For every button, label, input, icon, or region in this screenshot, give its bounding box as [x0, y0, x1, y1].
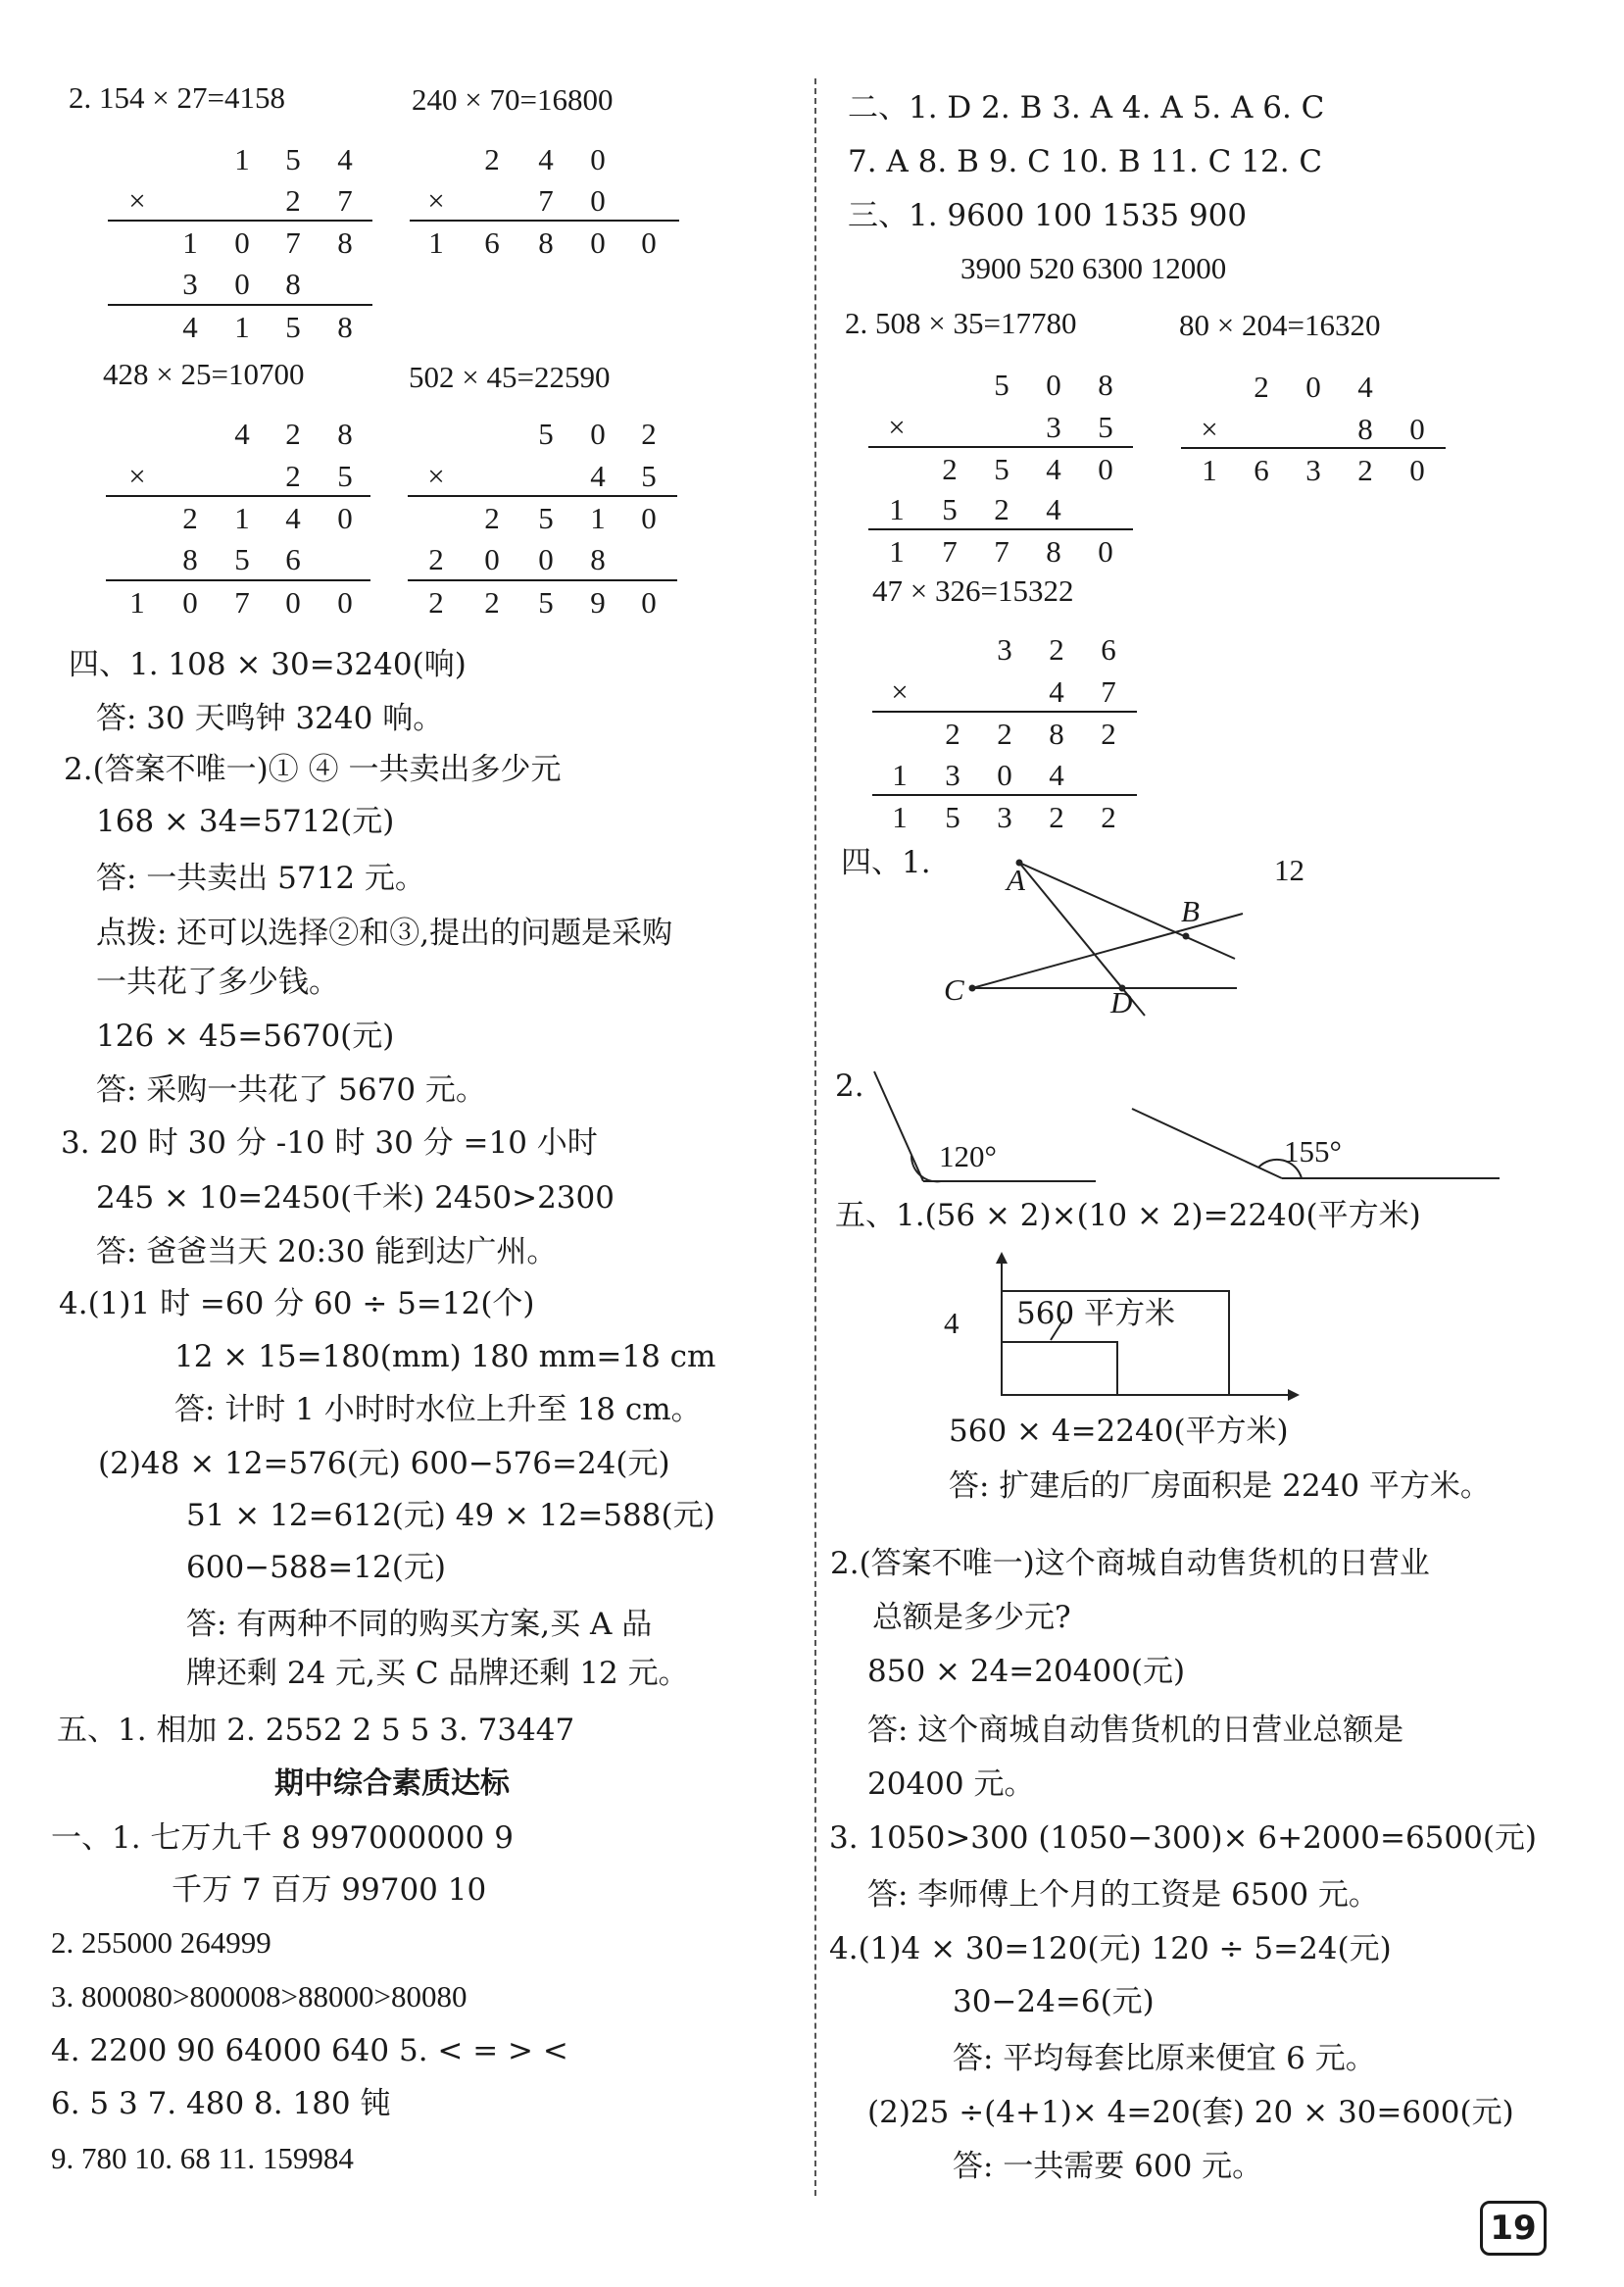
digit: 3 — [1046, 410, 1061, 444]
digit: 6 — [285, 542, 301, 576]
digit: 7 — [337, 183, 353, 218]
tip-line: 点拨: 还可以选择②和③,提出的问题是采购 — [96, 916, 673, 951]
digit: 2 — [1254, 370, 1269, 404]
digit: 2 — [484, 501, 500, 535]
digit: 2 — [1101, 800, 1116, 834]
digit: 1 — [1202, 453, 1217, 487]
equation-line: 51 × 12=612(元) 49 × 12=588(元) — [186, 1498, 715, 1533]
times-sign: × — [427, 183, 445, 218]
digit: 0 — [1409, 412, 1425, 446]
mid-q3: 3. 800080>800008>88000>80080 — [51, 1979, 468, 2014]
equation-line: 126 × 45=5670(元) — [96, 1019, 395, 1054]
digit: 2 — [1357, 453, 1373, 487]
digit: 4 — [285, 501, 301, 535]
section-5-q2: 2.(答案不唯一)这个商城自动售货机的日营业 — [830, 1546, 1430, 1581]
label-four: 4 — [944, 1306, 960, 1340]
count-value: 12 — [1274, 853, 1304, 887]
section-4-q2-label: 2. — [835, 1069, 864, 1104]
section-4-q1: 四、1. 108 × 30=3240(响) — [69, 647, 467, 682]
digit: 4 — [337, 142, 353, 176]
digit: 8 — [1046, 534, 1061, 569]
answer-line: 牌还剩 24 元,买 C 品牌还剩 12 元。 — [186, 1656, 689, 1691]
digit: 7 — [285, 225, 301, 260]
digit: 4 — [1357, 370, 1373, 404]
digit: 0 — [590, 417, 606, 451]
rule-line — [872, 711, 1137, 713]
digit: 2 — [1049, 800, 1064, 834]
line-diagram — [960, 843, 1255, 1019]
digit: 8 — [590, 542, 606, 576]
answer-line: 答: 计时 1 小时时水位上升至 18 cm。 — [174, 1392, 702, 1427]
digit: 1 — [590, 501, 606, 535]
area-label: 560 平方米 — [1016, 1296, 1176, 1331]
digit: 5 — [538, 585, 554, 620]
digit: 4 — [590, 459, 606, 493]
answer-line: 答: 有两种不同的购买方案,买 A 品 — [186, 1607, 653, 1642]
mid-q4: 4. 2200 90 64000 640 5. < = > < — [51, 2033, 568, 2068]
digit: 8 — [1098, 368, 1113, 402]
answer-line: 答: 扩建后的厂房面积是 2240 平方米。 — [949, 1468, 1491, 1504]
digit: 3 — [997, 632, 1012, 667]
digit: 3 — [1305, 453, 1321, 487]
digit: 0 — [234, 267, 250, 301]
label-b: B — [1181, 894, 1200, 928]
page-number: 19 — [1480, 2201, 1547, 2256]
digit: 1 — [428, 225, 444, 260]
times-sign: × — [891, 674, 909, 709]
equation-line: 12 × 15=180(mm) 180 mm=18 cm — [174, 1339, 716, 1374]
digit: 2 — [285, 183, 301, 218]
digit: 2 — [484, 585, 500, 620]
rule-line — [868, 528, 1133, 530]
digit: 1 — [182, 225, 198, 260]
digit: 4 — [1046, 452, 1061, 486]
digit: 4 — [1049, 674, 1064, 709]
digit: 5 — [942, 492, 958, 526]
eq-502x45: 502 × 45=22590 — [409, 360, 611, 394]
digit: 2 — [1049, 632, 1064, 667]
label-d: D — [1110, 985, 1133, 1019]
column-divider — [814, 78, 816, 2196]
digit: 7 — [994, 534, 1009, 569]
point-b — [1183, 933, 1190, 940]
digit: 5 — [538, 417, 554, 451]
point-c — [969, 985, 976, 992]
section-4-q2: 2.(答案不唯一)① ④ 一共卖出多少元 — [64, 752, 562, 787]
times-sign: × — [128, 459, 146, 493]
digit: 1 — [129, 585, 145, 620]
answer-line: 答: 采购一共花了 5670 元。 — [96, 1072, 486, 1108]
equation-line: (2)25 ÷(4+1)× 4=20(套) 20 × 30=600(元) — [867, 2095, 1514, 2130]
digit: 6 — [1101, 632, 1116, 667]
digit: 5 — [994, 368, 1009, 402]
section-4-q1-label: 四、1. — [841, 845, 931, 880]
digit: 5 — [945, 800, 960, 834]
digit: 2 — [428, 542, 444, 576]
section-title: 期中综合素质达标 — [274, 1766, 510, 1801]
digit: 7 — [234, 585, 250, 620]
digit: 5 — [538, 501, 554, 535]
section-5: 五、1. 相加 2. 2552 2 5 5 3. 73447 — [57, 1713, 575, 1748]
digit: 0 — [641, 501, 657, 535]
mid-q2: 2. 255000 264999 — [51, 1925, 271, 1960]
rule-line — [872, 794, 1137, 796]
eq-428x25: 428 × 25=10700 — [103, 357, 305, 391]
rule-line — [868, 446, 1133, 448]
answer-line: 答: 爸爸当天 20:30 能到达广州。 — [96, 1234, 558, 1269]
digit: 0 — [590, 183, 606, 218]
factory-diagram — [970, 1250, 1304, 1421]
times-sign: × — [888, 410, 906, 444]
equation-line: 168 × 34=5712(元) — [96, 804, 395, 839]
digit: 5 — [285, 142, 301, 176]
digit: 3 — [997, 800, 1012, 834]
digit: 0 — [641, 585, 657, 620]
digit: 0 — [484, 542, 500, 576]
digit: 8 — [285, 267, 301, 301]
equation-line: 560 × 4=2240(平方米) — [949, 1414, 1289, 1449]
digit: 4 — [1049, 758, 1064, 792]
label-a: A — [1007, 863, 1025, 897]
section-3-q1-cont: 3900 520 6300 12000 — [960, 251, 1227, 285]
eq-240x70: 240 × 70=16800 — [412, 82, 614, 117]
equation-line: 245 × 10=2450(千米) 2450>2300 — [96, 1180, 615, 1216]
digit: 2 — [997, 717, 1012, 751]
digit: 0 — [1098, 452, 1113, 486]
eq-47x326: 47 × 326=15322 — [872, 573, 1074, 608]
answer-line: 答: 一共需要 600 元。 — [953, 2149, 1263, 2184]
digit: 4 — [1046, 492, 1061, 526]
digit: 2 — [484, 142, 500, 176]
eq-154x27: 2. 154 × 27=4158 — [69, 80, 285, 115]
digit: 0 — [337, 585, 353, 620]
digit: 1 — [892, 758, 908, 792]
digit: 2 — [285, 417, 301, 451]
rule-line — [108, 304, 372, 306]
section-5-q4: 4.(1)4 × 30=120(元) 120 ÷ 5=24(元) — [829, 1931, 1392, 1966]
digit: 8 — [1049, 717, 1064, 751]
digit: 8 — [337, 310, 353, 344]
mid-q9: 9. 780 10. 68 11. 159984 — [51, 2141, 354, 2175]
section-5-q2-cont: 总额是多少元? — [872, 1600, 1071, 1635]
answer-line-cont: 20400 元。 — [867, 1766, 1035, 1802]
digit: 0 — [1098, 534, 1113, 569]
digit: 2 — [1101, 717, 1116, 751]
rule-line — [1181, 447, 1446, 449]
digit: 8 — [538, 225, 554, 260]
equation-line: (2)48 × 12=576(元) 600−576=24(元) — [98, 1446, 670, 1481]
mid-q1-cont: 千万 7 百万 99700 10 — [172, 1872, 487, 1908]
mid-q1: 一、1. 七万九千 8 997000000 9 — [51, 1820, 514, 1856]
digit: 5 — [234, 542, 250, 576]
digit: 5 — [994, 452, 1009, 486]
digit: 2 — [994, 492, 1009, 526]
times-sign: × — [427, 459, 445, 493]
equation-line: 850 × 24=20400(元) — [867, 1654, 1186, 1689]
angle-label-120: 120° — [939, 1139, 997, 1173]
tip-line: 一共花了多少钱。 — [96, 965, 339, 1000]
section-4-q4: 4.(1)1 时 =60 分 60 ÷ 5=12(个) — [59, 1286, 535, 1321]
digit: 1 — [234, 501, 250, 535]
section-4-q3: 3. 20 时 30 分 -10 时 30 分 =10 小时 — [61, 1125, 598, 1161]
digit: 0 — [1409, 453, 1425, 487]
section-2-answers-cont: 7. A 8. B 9. C 10. B 11. C 12. C — [848, 144, 1323, 179]
digit: 5 — [641, 459, 657, 493]
answer-line: 答: 李师傅上个月的工资是 6500 元。 — [867, 1877, 1379, 1913]
digit: 1 — [889, 492, 905, 526]
digit: 3 — [945, 758, 960, 792]
digit: 0 — [285, 585, 301, 620]
label-c: C — [944, 972, 964, 1007]
digit: 6 — [484, 225, 500, 260]
digit: 6 — [1254, 453, 1269, 487]
digit: 0 — [590, 142, 606, 176]
section-5-q3: 3. 1050>300 (1050−300)× 6+2000=6500(元) — [829, 1820, 1538, 1856]
digit: 0 — [234, 225, 250, 260]
digit: 4 — [234, 417, 250, 451]
digit: 8 — [182, 542, 198, 576]
rule-line — [108, 220, 372, 222]
digit: 2 — [945, 717, 960, 751]
answer-line: 答: 平均每套比原来便宜 6 元。 — [953, 2041, 1376, 2076]
digit: 9 — [590, 585, 606, 620]
digit: 0 — [641, 225, 657, 260]
digit: 1 — [234, 310, 250, 344]
digit: 0 — [997, 758, 1012, 792]
digit: 7 — [538, 183, 554, 218]
answer-line: 答: 一共卖出 5712 元。 — [96, 861, 425, 896]
digit: 4 — [182, 310, 198, 344]
equation-line: 600−588=12(元) — [186, 1550, 446, 1585]
digit: 0 — [590, 225, 606, 260]
digit: 2 — [182, 501, 198, 535]
digit: 1 — [234, 142, 250, 176]
digit: 0 — [337, 501, 353, 535]
equation-line: 30−24=6(元) — [953, 1984, 1155, 2019]
section-5-q1: 五、1.(56 × 2)×(10 × 2)=2240(平方米) — [835, 1198, 1421, 1233]
digit: 5 — [285, 310, 301, 344]
answer-line: 答: 这个商城自动售货机的日营业总额是 — [867, 1713, 1404, 1748]
answer-line: 答: 30 天鸣钟 3240 响。 — [96, 701, 444, 736]
digit: 8 — [337, 417, 353, 451]
section-2-answers: 二、1. D 2. B 3. A 4. A 5. A 6. C — [848, 90, 1325, 125]
eq-80x204: 80 × 204=16320 — [1179, 308, 1381, 342]
digit: 2 — [641, 417, 657, 451]
rule-line — [408, 579, 677, 581]
digit: 7 — [1101, 674, 1116, 709]
digit: 0 — [1046, 368, 1061, 402]
digit: 7 — [942, 534, 958, 569]
digit: 1 — [892, 800, 908, 834]
digit: 0 — [538, 542, 554, 576]
rule-line — [408, 495, 677, 497]
rule-line — [106, 495, 370, 497]
angle-label-155: 155° — [1284, 1134, 1342, 1168]
section-3-q1: 三、1. 9600 100 1535 900 — [848, 198, 1248, 233]
digit: 0 — [182, 585, 198, 620]
digit: 8 — [1357, 412, 1373, 446]
angle-arc-120 — [911, 1156, 941, 1181]
rule-line — [106, 579, 370, 581]
digit: 8 — [337, 225, 353, 260]
digit: 4 — [538, 142, 554, 176]
digit: 1 — [889, 534, 905, 569]
digit: 0 — [1305, 370, 1321, 404]
rule-line — [410, 220, 679, 222]
eq-508x35: 2. 508 × 35=17780 — [845, 306, 1077, 340]
digit: 2 — [428, 585, 444, 620]
digit: 2 — [942, 452, 958, 486]
digit: 5 — [1098, 410, 1113, 444]
digit: 2 — [285, 459, 301, 493]
times-sign: × — [128, 183, 146, 218]
digit: 5 — [337, 459, 353, 493]
times-sign: × — [1201, 412, 1218, 446]
mid-q6: 6. 5 3 7. 480 8. 180 钝 — [51, 2086, 391, 2121]
digit: 3 — [182, 267, 198, 301]
